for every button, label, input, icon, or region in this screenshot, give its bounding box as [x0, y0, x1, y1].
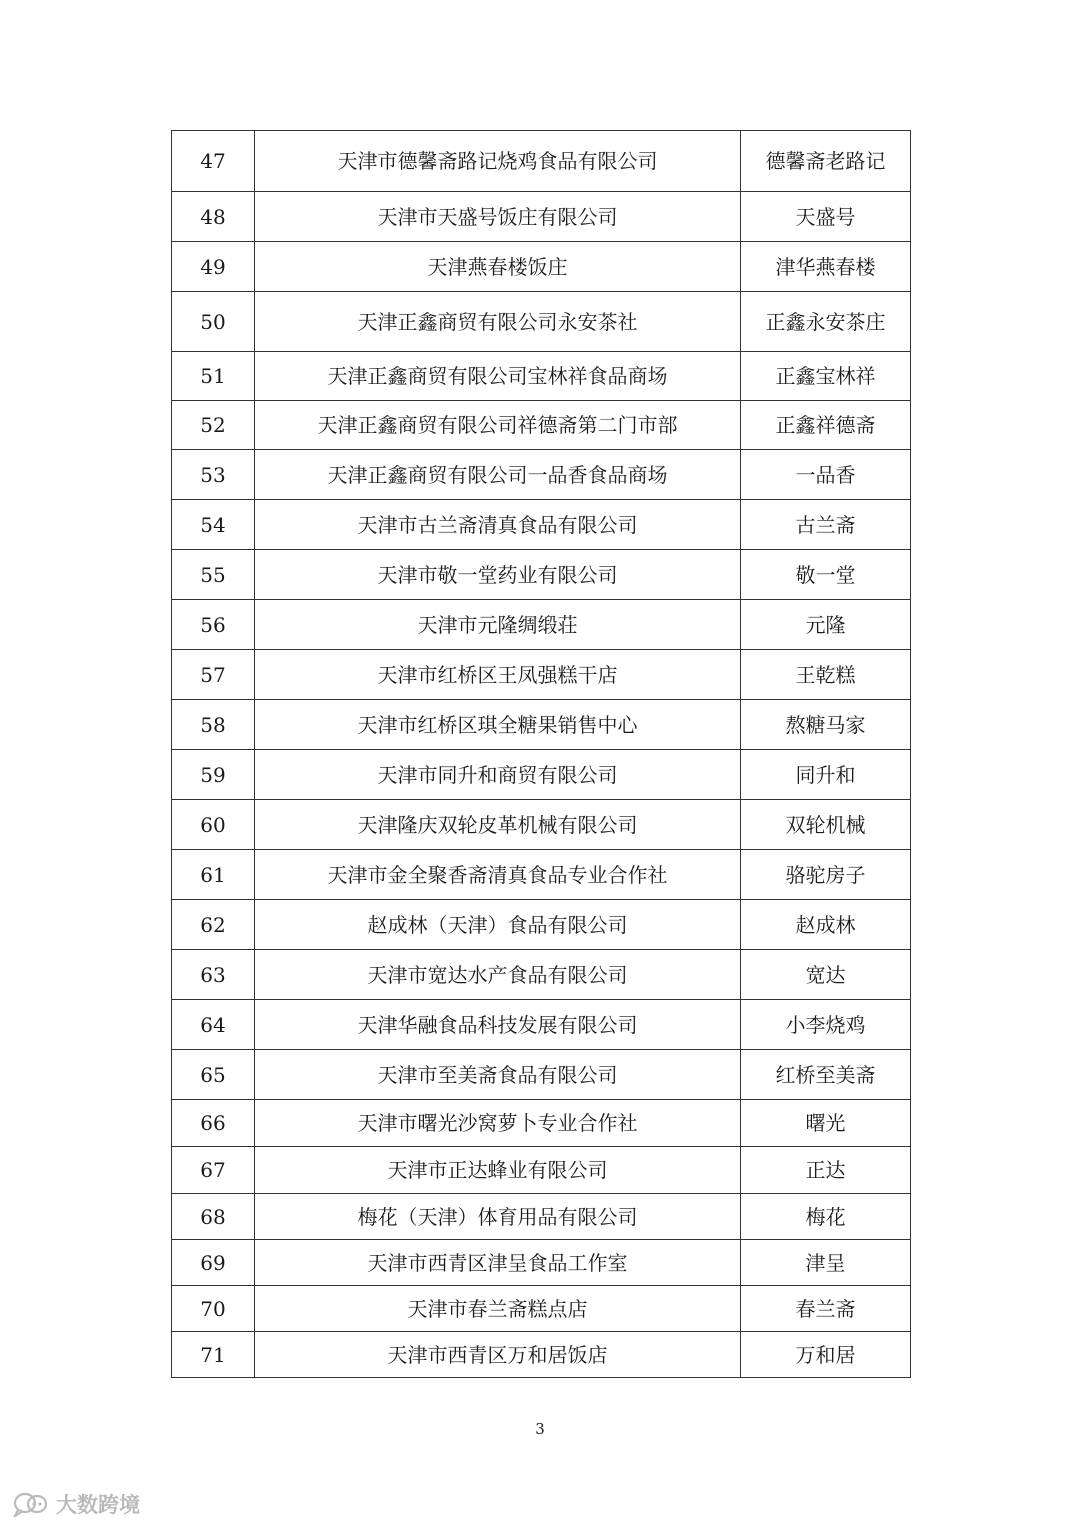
company-name-cell: 天津市曙光沙窝萝卜专业合作社	[255, 1100, 741, 1147]
brand-name-cell: 津呈	[741, 1240, 911, 1286]
company-name-cell: 天津正鑫商贸有限公司祥德斋第二门市部	[255, 401, 741, 450]
company-name-cell: 天津燕春楼饭庄	[255, 242, 741, 292]
row-number-cell: 60	[172, 800, 255, 850]
table-row	[172, 1147, 911, 1194]
table-row	[172, 1000, 911, 1050]
company-name-cell: 天津华融食品科技发展有限公司	[255, 1000, 741, 1050]
row-number-cell: 55	[172, 550, 255, 600]
brand-name-cell: 梅花	[741, 1194, 911, 1240]
table-row	[172, 1332, 911, 1378]
brand-name-cell: 曙光	[741, 1100, 911, 1147]
company-name-cell: 天津市至美斋食品有限公司	[255, 1050, 741, 1100]
table-row	[172, 192, 911, 242]
brand-name-cell: 正鑫祥德斋	[741, 401, 911, 450]
company-name-cell: 天津市正达蜂业有限公司	[255, 1147, 741, 1194]
row-number-cell: 62	[172, 900, 255, 950]
row-number-cell: 51	[172, 352, 255, 401]
row-number-cell: 50	[172, 292, 255, 352]
brand-name-cell: 同升和	[741, 750, 911, 800]
row-number-cell: 64	[172, 1000, 255, 1050]
company-name-cell: 天津市古兰斋清真食品有限公司	[255, 500, 741, 550]
brand-name-cell: 双轮机械	[741, 800, 911, 850]
table-row	[172, 750, 911, 800]
page-number: 3	[535, 1420, 545, 1438]
row-number-cell: 71	[172, 1332, 255, 1378]
brand-name-cell: 骆驼房子	[741, 850, 911, 900]
company-name-cell: 天津隆庆双轮皮革机械有限公司	[255, 800, 741, 850]
company-name-cell: 天津正鑫商贸有限公司一品香食品商场	[255, 450, 741, 500]
brand-name-cell: 小李烧鸡	[741, 1000, 911, 1050]
table-row	[172, 1286, 911, 1332]
row-number-cell: 54	[172, 500, 255, 550]
row-number-cell: 56	[172, 600, 255, 650]
row-number-cell: 48	[172, 192, 255, 242]
row-number-cell: 69	[172, 1240, 255, 1286]
brand-name-cell: 熬糖马家	[741, 700, 911, 750]
table-row	[172, 850, 911, 900]
brand-name-cell: 正鑫宝林祥	[741, 352, 911, 401]
brand-name-cell: 红桥至美斋	[741, 1050, 911, 1100]
company-name-cell: 天津市同升和商贸有限公司	[255, 750, 741, 800]
brand-name-cell: 赵成林	[741, 900, 911, 950]
row-number-cell: 53	[172, 450, 255, 500]
company-name-cell: 天津正鑫商贸有限公司永安茶社	[255, 292, 741, 352]
table-row	[172, 700, 911, 750]
company-name-cell: 天津市红桥区琪全糖果销售中心	[255, 700, 741, 750]
table-row	[172, 352, 911, 401]
brand-name-cell: 一品香	[741, 450, 911, 500]
speech-bubble-logo-icon	[12, 1491, 52, 1517]
brand-name-cell: 万和居	[741, 1332, 911, 1378]
company-name-cell: 天津市天盛号饭庄有限公司	[255, 192, 741, 242]
row-number-cell: 47	[172, 131, 255, 192]
company-name-cell: 天津市西青区万和居饭店	[255, 1332, 741, 1378]
brand-name-cell: 天盛号	[741, 192, 911, 242]
company-name-cell: 天津市西青区津呈食品工作室	[255, 1240, 741, 1286]
company-name-cell: 天津市敬一堂药业有限公司	[255, 550, 741, 600]
company-name-cell: 梅花（天津）体育用品有限公司	[255, 1194, 741, 1240]
row-number-cell: 57	[172, 650, 255, 700]
company-name-cell: 赵成林（天津）食品有限公司	[255, 900, 741, 950]
brand-name-cell: 德馨斋老路记	[741, 131, 911, 192]
company-name-cell: 天津市元隆绸缎荘	[255, 600, 741, 650]
brand-name-cell: 正鑫永安茶庄	[741, 292, 911, 352]
table-body	[172, 131, 911, 1378]
row-number-cell: 58	[172, 700, 255, 750]
company-name-cell: 天津市金全聚香斋清真食品专业合作社	[255, 850, 741, 900]
brand-name-cell: 正达	[741, 1147, 911, 1194]
brand-name-cell: 古兰斋	[741, 500, 911, 550]
brand-name-cell: 春兰斋	[741, 1286, 911, 1332]
table-row	[172, 450, 911, 500]
row-number-cell: 59	[172, 750, 255, 800]
watermark-text: 大数跨境	[56, 1493, 140, 1517]
watermark	[12, 1489, 140, 1519]
row-number-cell: 63	[172, 950, 255, 1000]
row-number-cell: 67	[172, 1147, 255, 1194]
company-name-cell: 天津市德馨斋路记烧鸡食品有限公司	[255, 131, 741, 192]
company-name-cell: 天津市红桥区王凤强糕干店	[255, 650, 741, 700]
table-row	[172, 1240, 911, 1286]
row-number-cell: 68	[172, 1194, 255, 1240]
table-row	[172, 401, 911, 450]
table-row	[172, 650, 911, 700]
company-name-cell: 天津市春兰斋糕点店	[255, 1286, 741, 1332]
table-row	[172, 242, 911, 292]
table-row	[172, 600, 911, 650]
brand-name-cell: 王乾糕	[741, 650, 911, 700]
brand-name-cell: 津华燕春楼	[741, 242, 911, 292]
company-name-cell: 天津市宽达水产食品有限公司	[255, 950, 741, 1000]
table-row	[172, 1050, 911, 1100]
table-row	[172, 131, 911, 192]
brand-table	[171, 130, 911, 1378]
row-number-cell: 65	[172, 1050, 255, 1100]
table-row	[172, 500, 911, 550]
table-row	[172, 1100, 911, 1147]
row-number-cell: 70	[172, 1286, 255, 1332]
brand-name-cell: 敬一堂	[741, 550, 911, 600]
table-row	[172, 292, 911, 352]
row-number-cell: 49	[172, 242, 255, 292]
company-name-cell: 天津正鑫商贸有限公司宝林祥食品商场	[255, 352, 741, 401]
row-number-cell: 66	[172, 1100, 255, 1147]
table-row	[172, 950, 911, 1000]
brand-name-cell: 元隆	[741, 600, 911, 650]
table-row	[172, 550, 911, 600]
table-row	[172, 1194, 911, 1240]
table-row	[172, 900, 911, 950]
row-number-cell: 52	[172, 401, 255, 450]
brand-name-cell: 宽达	[741, 950, 911, 1000]
table-row	[172, 800, 911, 850]
row-number-cell: 61	[172, 850, 255, 900]
